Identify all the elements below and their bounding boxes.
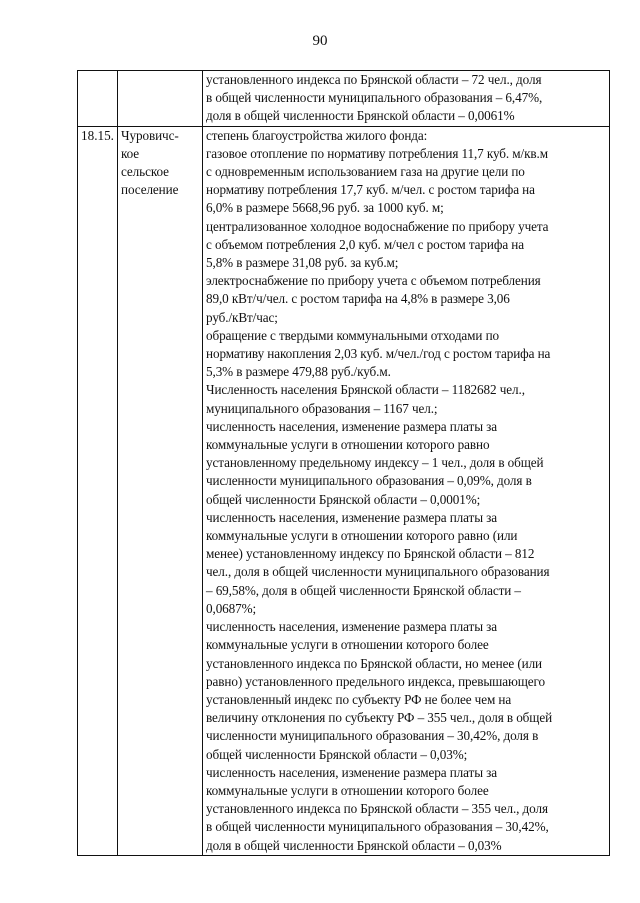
table-row (78, 126, 610, 855)
description-line: 0,0687%; (206, 600, 257, 616)
description-line: коммунальные услуги в отношении которого равно (или (206, 528, 518, 544)
description-line: муниципального образования – 1167 чел.; (206, 400, 438, 416)
description-line: с объемом потребления 2,0 куб. м/чел с ростом тарифа на (206, 236, 524, 252)
page-number: 90 (312, 33, 328, 49)
description-line: численности муниципального образования – 30,42%, доля в (206, 728, 539, 744)
settlement-name-cell (118, 126, 203, 855)
description-line: коммунальные услуги в отношении которого более (206, 782, 489, 798)
description-line: нормативу потребления 17,7 куб. м/чел. с ростом тарифа на (206, 182, 535, 198)
description-cell (203, 71, 610, 127)
description-line: в общей численности муниципального образования – 6,47%, (206, 90, 543, 106)
description-line: 5,8% в размере 31,08 руб. за куб.м; (206, 255, 399, 271)
description-line: менее) установленному индексу по Брянской области – 812 (206, 546, 535, 562)
description-line: установленного индекса по Брянской области – 72 чел., доля (206, 72, 542, 87)
description-line: Численность населения Брянской области – 1182682 чел., (206, 382, 525, 398)
description-line: численность населения, изменение размера платы за (206, 418, 498, 434)
description-line: доля в общей численности Брянской области – 0,03% (206, 837, 502, 853)
settlement-name-line: сельское (121, 164, 169, 180)
row-number-cell (78, 71, 118, 127)
description-line: численность населения, изменение размера платы за (206, 619, 498, 635)
description-line: установленного индекса по Брянской области, но менее (или (206, 655, 543, 671)
description-line: 5,3% в размере 479,88 руб./куб.м. (206, 364, 391, 380)
description-line: руб./кВт/час; (206, 309, 278, 325)
description-line: общей численности Брянской области – 0,03%; (206, 746, 468, 762)
description-line: установленного индекса по Брянской области – 355 чел., доля (206, 801, 548, 817)
settlement-name-line: поселение (121, 182, 179, 198)
document-table (77, 70, 610, 856)
description-line: установленный индекс по субъекту РФ не более чем на (206, 691, 512, 707)
settlement-name-cell (118, 71, 203, 127)
description-line: газовое отопление по нормативу потребления 11,7 куб. м/кв.м (206, 145, 548, 161)
description-line: нормативу накопления 2,03 куб. м/чел./год с ростом тарифа на (206, 346, 551, 362)
description-line: чел., доля в общей численности муниципального образования (206, 564, 550, 580)
description-line: численность населения, изменение размера платы за (206, 509, 498, 525)
description-line: численность населения, изменение размера платы за (206, 764, 498, 780)
table-row (78, 71, 610, 127)
description-line: централизованное холодное водоснабжение по прибору учета (206, 218, 549, 234)
description-line: равно) установленного предельного индекса, превышающего (206, 673, 546, 689)
settlement-name-line: Чуровичс- (121, 127, 179, 143)
description-line: общей численности Брянской области – 0,0001%; (206, 491, 481, 507)
description-line: доля в общей численности Брянской области – 0,0061% (206, 108, 515, 124)
description-line: численности муниципального образования – 0,09%, доля в (206, 473, 532, 489)
description-cell (203, 126, 610, 855)
description-line: установленному предельному индексу – 1 чел., доля в общей (206, 455, 544, 471)
description-line: 6,0% в размере 5668,96 руб. за 1000 куб. м; (206, 200, 444, 216)
description-line: в общей численности муниципального образования – 30,42%, (206, 819, 549, 835)
table-body (78, 71, 610, 856)
row-number-cell: 18.15. (78, 126, 118, 855)
description-line: – 69,58%, доля в общей численности Брянской области – (206, 582, 521, 598)
settlement-name-line: кое (121, 145, 140, 161)
description-line: обращение с твердыми коммунальными отходами по (206, 327, 500, 343)
description-line: с одновременным использованием газа на другие цели по (206, 164, 525, 180)
description-line: степень благоустройства жилого фонда: (206, 127, 428, 143)
description-line: величину отклонения по субъекту РФ – 355 чел., доля в общей (206, 710, 553, 726)
description-line: коммунальные услуги в отношении которого более (206, 637, 489, 653)
description-line: 89,0 кВт/ч/чел. с ростом тарифа на 4,8% в размере 3,06 (206, 291, 510, 307)
description-line: коммунальные услуги в отношении которого равно (206, 437, 490, 453)
description-line: электроснабжение по прибору учета с объемом потребления (206, 273, 541, 289)
